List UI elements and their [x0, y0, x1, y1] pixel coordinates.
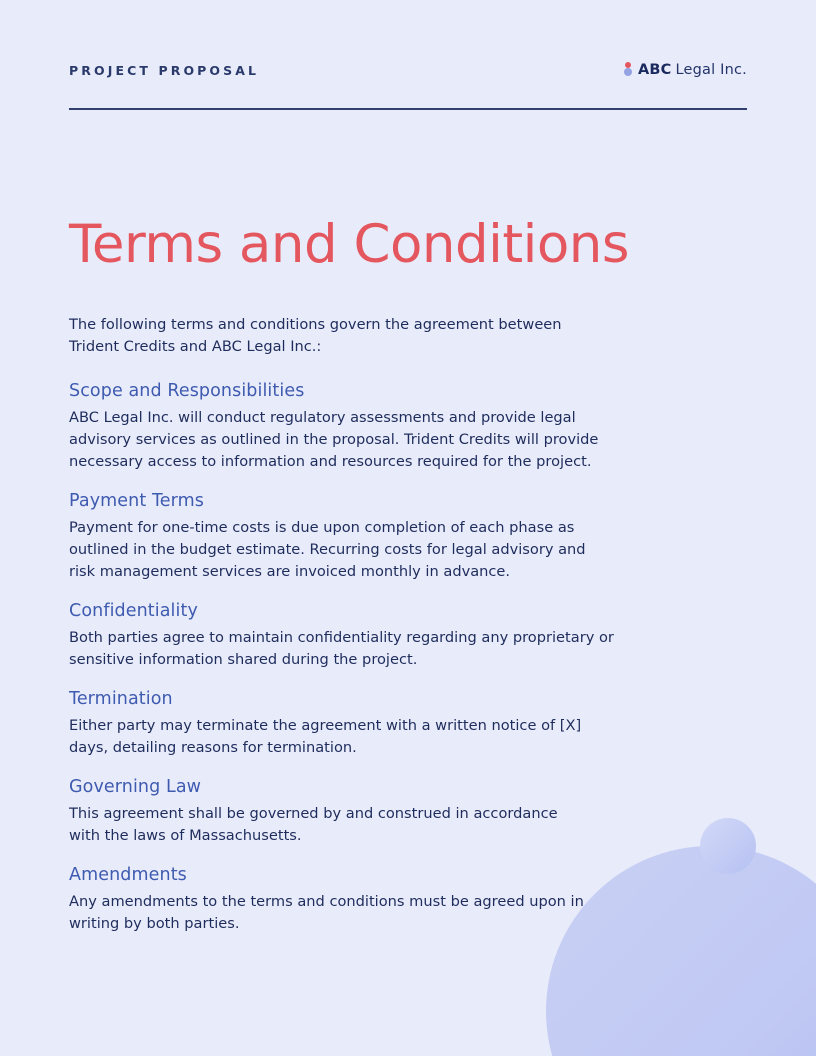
section-body: This agreement shall be governed by and construed in accordance with the laws of Massachusetts. — [69, 805, 558, 844]
terms-section-list — [69, 381, 629, 953]
brand-name-light: Legal Inc. — [675, 62, 747, 78]
section-heading: Payment Terms — [69, 491, 205, 511]
section-heading: Confidentiality — [69, 601, 198, 621]
section-heading: Termination — [69, 689, 173, 709]
brand-logo — [624, 62, 747, 78]
intro-paragraph: The following terms and conditions govern the agreement between Trident Credits and ABC Legal Inc.: — [69, 315, 562, 355]
section-body: Either party may terminate the agreement with a written notice of [X] days, detailing reasons for termination. — [69, 717, 582, 756]
section-body: Payment for one-time costs is due upon completion of each phase as outlined in the budget estimate. Recurring costs for legal advisory and risk management services are invoiced monthly in advance. — [69, 519, 586, 580]
section-governing-law — [69, 777, 629, 847]
section-scope-and-responsibilities — [69, 381, 629, 473]
decorative-blob-small — [700, 818, 756, 874]
section-heading: Governing Law — [69, 777, 202, 797]
section-body: Both parties agree to maintain confidentiality regarding any proprietary or sensitive information shared during the project. — [69, 629, 614, 668]
brand-name-bold: ABC — [637, 62, 672, 78]
section-amendments — [69, 865, 629, 935]
section-body: ABC Legal Inc. will conduct regulatory assessments and provide legal advisory services as outlined in the proposal. Trident Credits will provide necessary access to information and resources required for the project. — [69, 409, 599, 470]
section-termination — [69, 689, 629, 759]
page-title: Terms and Conditions — [69, 213, 630, 275]
document-header — [69, 62, 747, 78]
section-confidentiality — [69, 601, 629, 671]
document-kicker: PROJECT PROPOSAL — [69, 63, 260, 78]
section-heading: Scope and Responsibilities — [69, 381, 305, 401]
section-heading: Amendments — [69, 865, 187, 885]
header-divider — [69, 108, 747, 110]
section-payment-terms — [69, 491, 629, 583]
abc-legal-logo-icon — [624, 62, 633, 78]
section-body: Any amendments to the terms and conditions must be agreed upon in writing by both parties. — [69, 893, 584, 932]
